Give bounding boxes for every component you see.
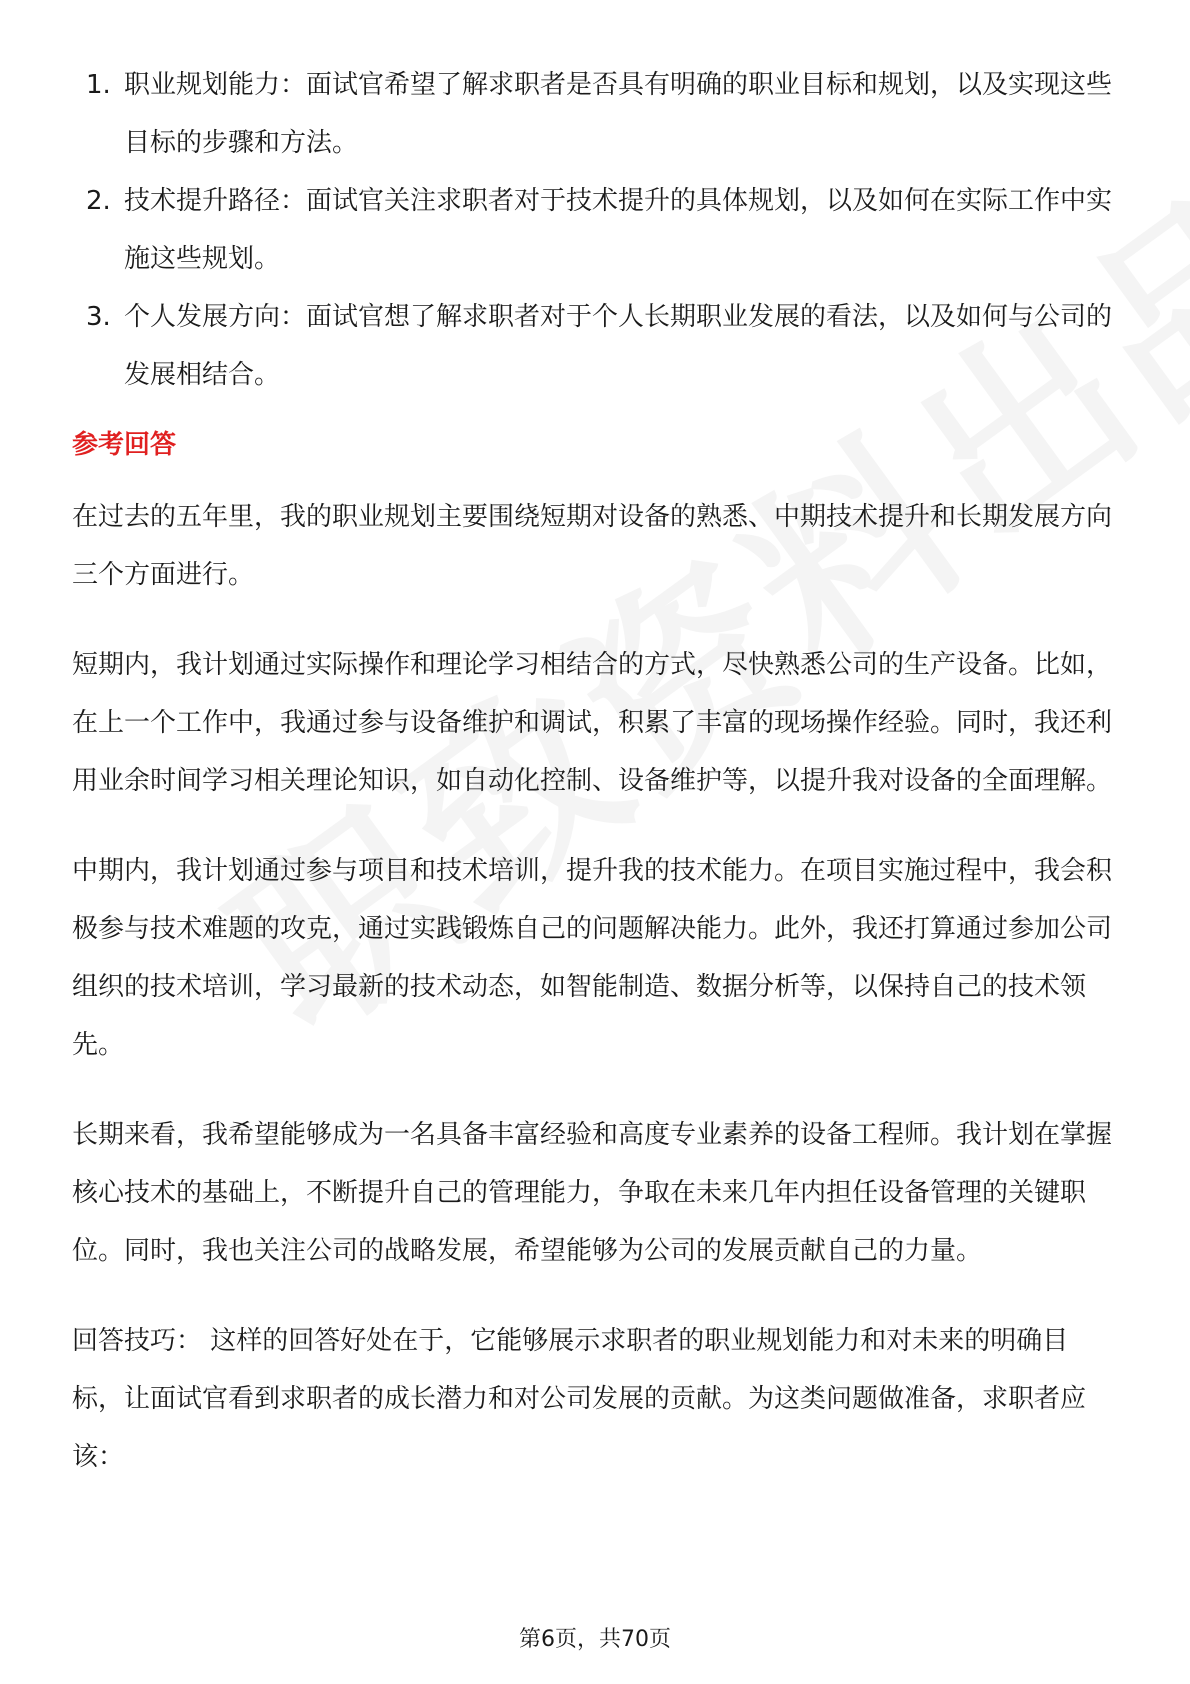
list-item-text: 职业规划能力：面试官希望了解求职者是否具有明确的职业目标和规划，以及实现这些目标的步骤和方法。 xyxy=(124,70,1113,158)
list-item-number: 3. xyxy=(86,302,111,332)
page-number: 第6页，共70页 xyxy=(519,1627,671,1652)
paragraph-short-term: 短期内，我计划通过实际操作和理论学习相结合的方式，尽快熟悉公司的生产设备。比如，在上一个工作中，我通过参与设备维护和调试，积累了丰富的现场操作经验。同时，我还利用业余时间学习相关理论知识，如自动化控制、设备维护等，以提升我对设备的全面理解。 xyxy=(72,650,1113,796)
list-item xyxy=(72,172,1118,288)
paragraph-tips: 回答技巧： 这样的回答好处在于，它能够展示求职者的职业规划能力和对未来的明确目标，让面试官看到求职者的成长潜力和对公司发展的贡献。为这类问题做准备，求职者应该： xyxy=(72,1326,1087,1472)
page-content xyxy=(72,56,1118,1518)
list-item-number: 2. xyxy=(86,186,111,216)
list-item-text: 个人发展方向：面试官想了解求职者对于个人长期职业发展的看法，以及如何与公司的发展相结合。 xyxy=(124,302,1113,390)
criteria-list xyxy=(72,56,1118,404)
list-item xyxy=(72,288,1118,404)
paragraph-mid-term: 中期内，我计划通过参与项目和技术培训，提升我的技术能力。在项目实施过程中，我会积极参与技术难题的攻克，通过实践锻炼自己的问题解决能力。此外，我还打算通过参加公司组织的技术培训，学习最新的技术动态，如智能制造、数据分析等，以保持自己的技术领先。 xyxy=(72,856,1113,1060)
paragraph-long-term: 长期来看，我希望能够成为一名具备丰富经验和高度专业素养的设备工程师。我计划在掌握核心技术的基础上，不断提升自己的管理能力，争取在未来几年内担任设备管理的关键职位。同时，我也关注公司的战略发展，希望能够为公司的发展贡献自己的力量。 xyxy=(72,1120,1113,1266)
list-item-text: 技术提升路径：面试官关注求职者对于技术提升的具体规划，以及如何在实际工作中实施这些规划。 xyxy=(124,186,1113,274)
section-heading: 参考回答 xyxy=(72,430,177,460)
list-item-number: 1. xyxy=(86,70,111,100)
list-item xyxy=(72,56,1118,172)
paragraph-intro: 在过去的五年里，我的职业规划主要围绕短期对设备的熟悉、中期技术提升和长期发展方向三个方面进行。 xyxy=(72,502,1113,590)
